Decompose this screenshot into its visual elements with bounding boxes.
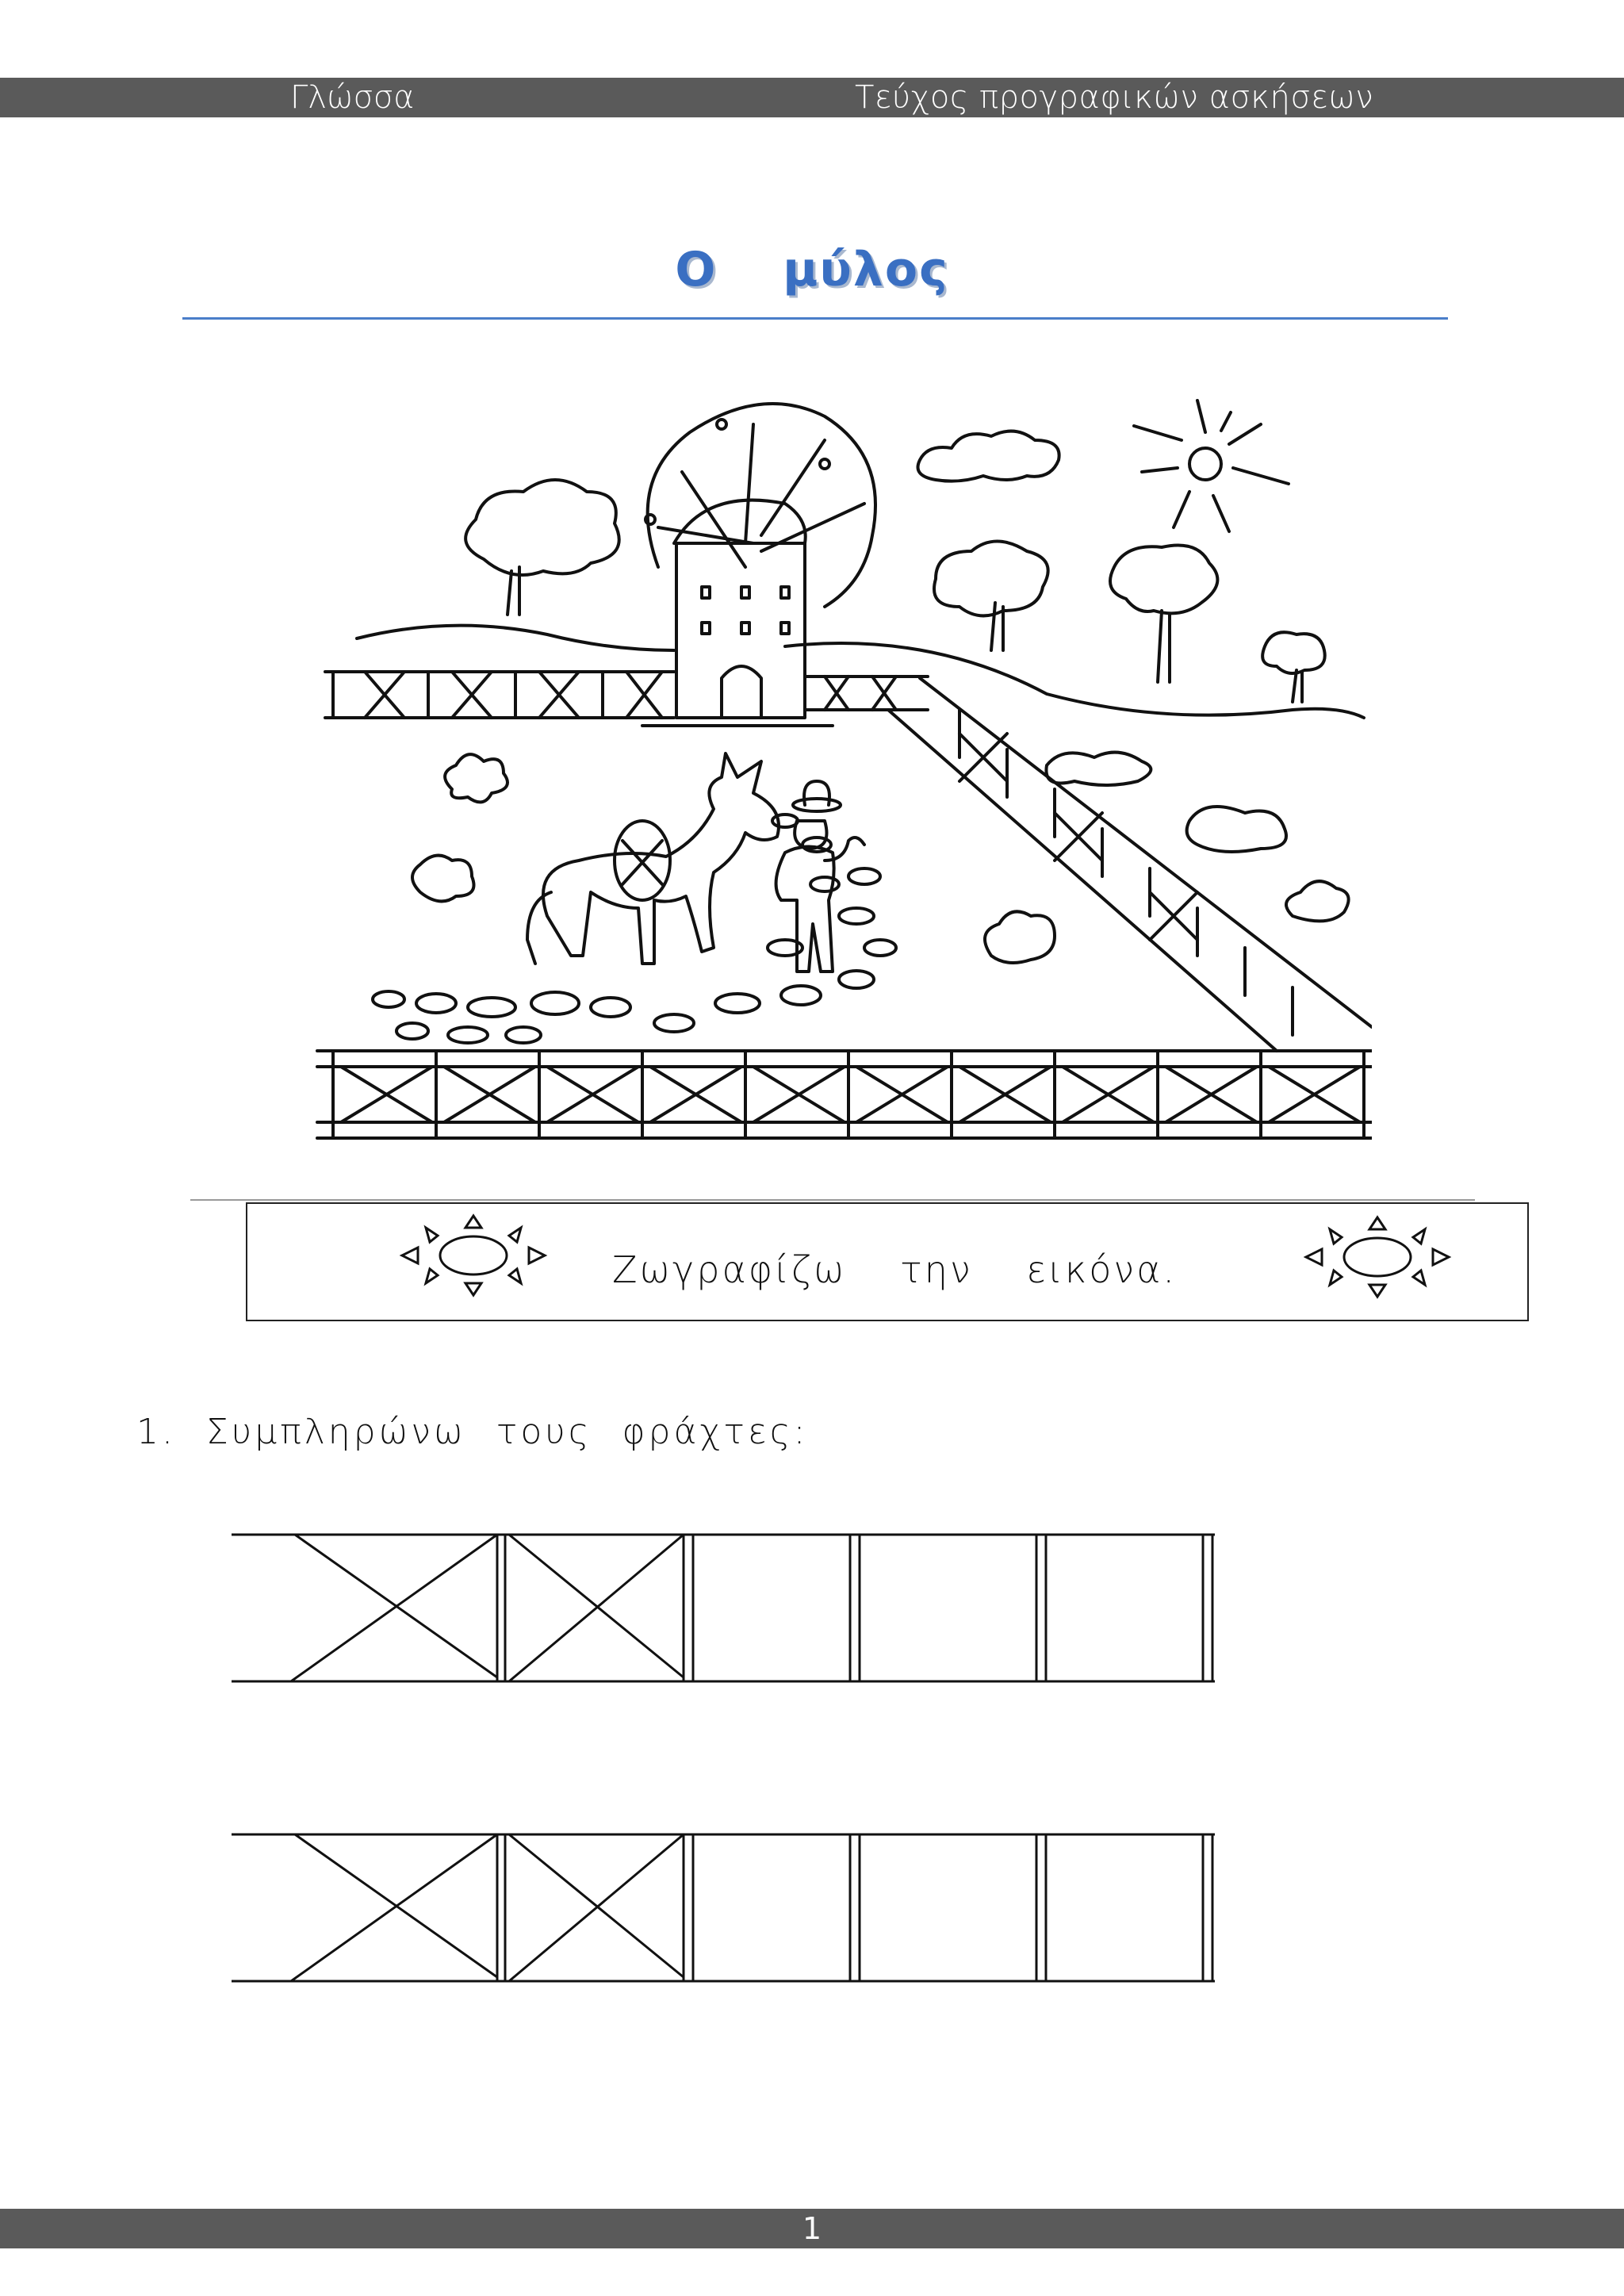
page-title: Ο μύλος bbox=[675, 242, 949, 297]
front-fence-drawing bbox=[317, 1051, 1372, 1138]
cloud-drawing bbox=[918, 431, 1059, 481]
exercise-text: Συμπληρώνω τους φράχτες: bbox=[205, 1412, 809, 1452]
windmill-sails-drawing bbox=[645, 404, 875, 607]
header-bar bbox=[0, 78, 1624, 117]
sun-drawing bbox=[1134, 401, 1289, 531]
header-subject: Γλώσσα bbox=[290, 79, 415, 116]
fence-tracing-row bbox=[232, 1826, 1215, 1985]
exercise-number: 1. bbox=[136, 1412, 176, 1452]
tree-drawing bbox=[465, 480, 619, 615]
footer-bar bbox=[0, 2209, 1624, 2248]
windmill-tower-drawing bbox=[642, 500, 833, 726]
divider-line bbox=[190, 1199, 1475, 1201]
sun-icon bbox=[398, 1212, 549, 1299]
donkey-drawing bbox=[527, 753, 779, 964]
back-fence-drawing bbox=[325, 672, 928, 718]
title-underline bbox=[182, 317, 1448, 320]
fence-tracing-row bbox=[232, 1527, 1215, 1685]
exercise-instruction bbox=[136, 1412, 808, 1452]
diagonal-fence-drawing bbox=[888, 678, 1372, 1051]
windmill-coloring-illustration bbox=[309, 377, 1372, 1170]
instruction-text: Ζωγραφίζω την εικόνα. bbox=[612, 1248, 1178, 1291]
tree-drawing bbox=[934, 542, 1325, 703]
sun-icon bbox=[1302, 1213, 1453, 1301]
page-number: 1 bbox=[802, 2211, 822, 2246]
instruction-box bbox=[246, 1202, 1529, 1321]
header-book-title: Τεύχος προγραφικών ασκήσεων bbox=[855, 79, 1374, 116]
